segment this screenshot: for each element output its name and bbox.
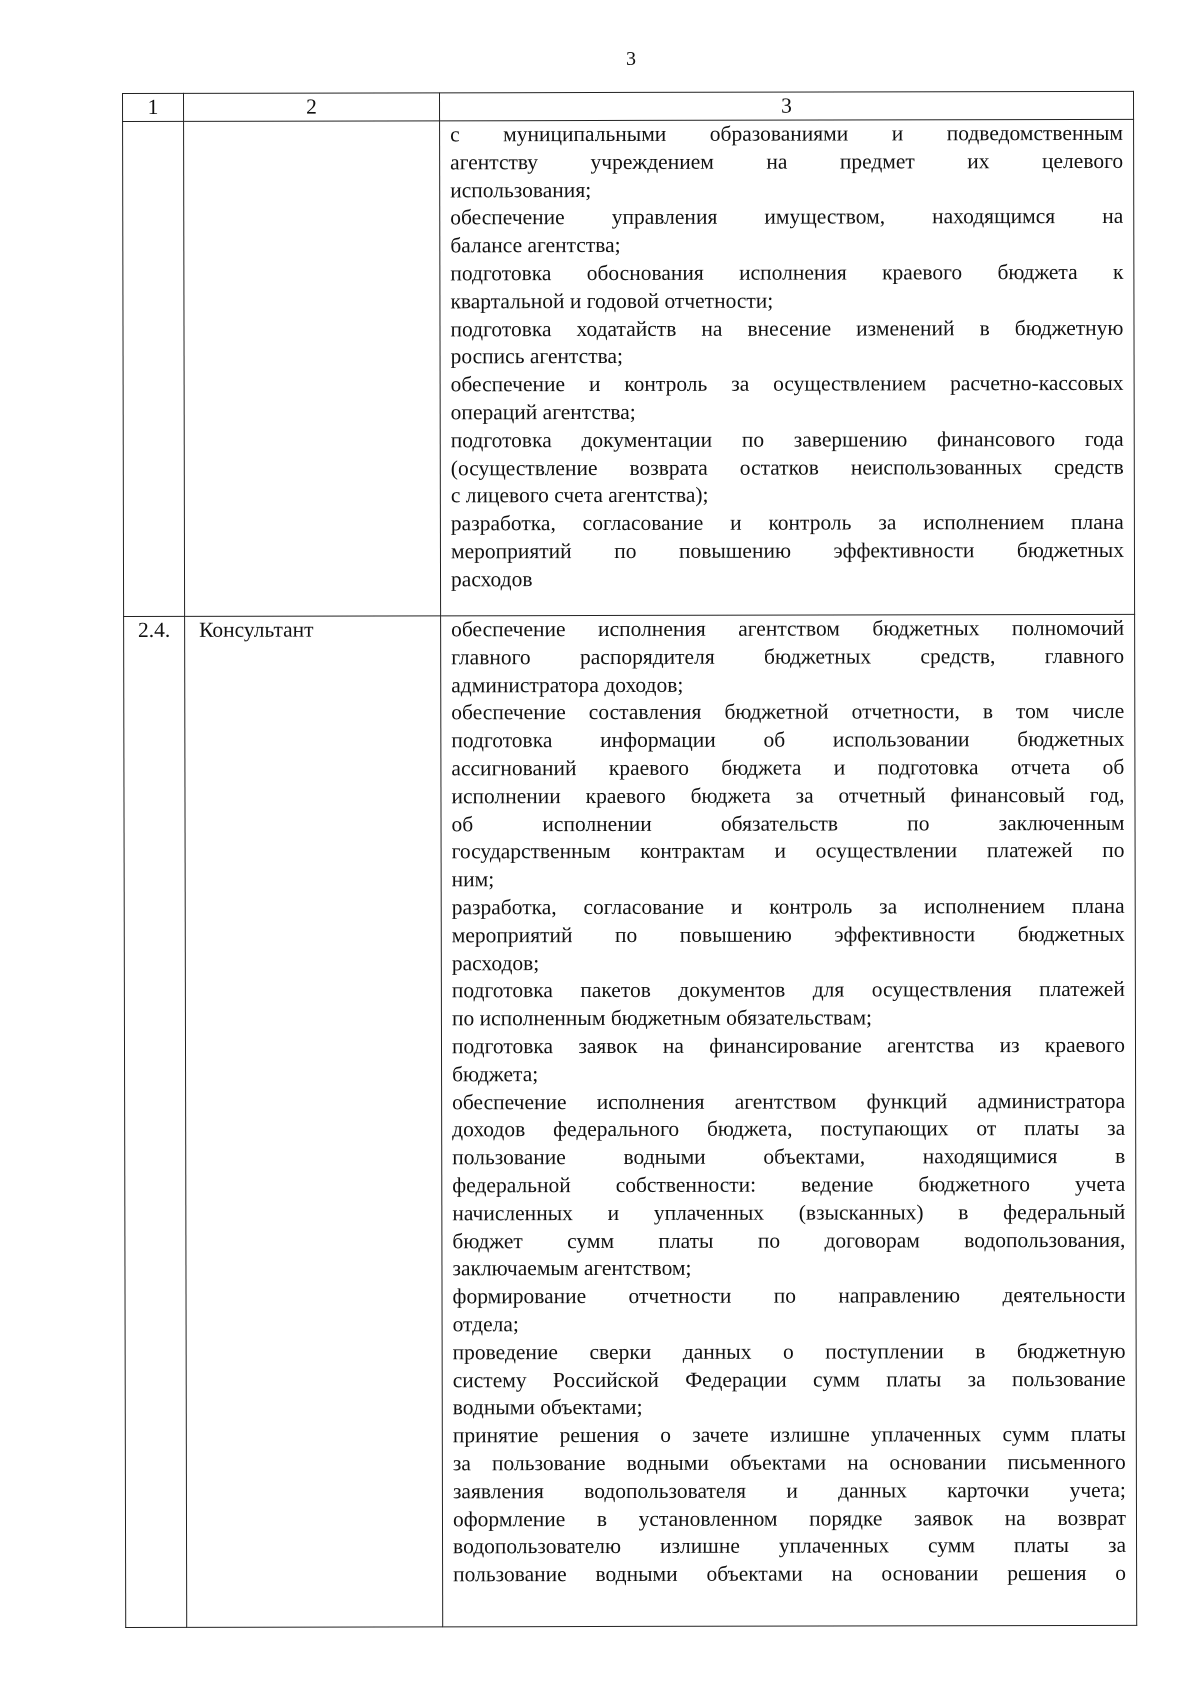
duty-line: балансе агентства;: [450, 233, 621, 258]
duty-line: заявления водопользователя и данных карточки учета;: [452, 1477, 1126, 1504]
row-number: 2.4.: [124, 616, 187, 1627]
duty-line: бюджет сумм платы по договорам водопользования,: [452, 1227, 1126, 1253]
duty-line: подготовка ходатайств на внесение изменений в бюджетную: [450, 315, 1124, 341]
duty-line: подготовка документации по завершению финансового года: [450, 426, 1124, 453]
duty-line: об исполнении обязательств по заключенным: [451, 810, 1125, 836]
duty-line: оформление в установленном порядке заявок на возврат: [452, 1505, 1126, 1531]
table-header-row: [123, 91, 1134, 121]
duty-line: мероприятий по повышению эффективности бюджетных: [450, 537, 1124, 564]
duty-line: подготовка информации об использовании бюджетных: [451, 727, 1125, 753]
duty-line: обеспечение исполнения агентством бюджетных полномочий: [451, 615, 1125, 642]
duty-line: использования;: [450, 177, 592, 202]
duty-line: расходов: [450, 566, 533, 592]
row-number: [123, 121, 185, 616]
row-position: [184, 121, 441, 617]
duty-line: водопользователю излишне уплаченных сумм платы за: [453, 1533, 1127, 1559]
duty-line: разработка, согласование и контроль за исполнением плана: [451, 893, 1125, 920]
table-row: [124, 614, 1137, 1627]
duty-line: проведение сверки данных о поступлении в бюджетную: [452, 1338, 1126, 1365]
duty-line: начисленных и уплаченных (взысканных) в федеральный: [452, 1199, 1126, 1226]
duty-line: обеспечение составления бюджетной отчетности, в том числе: [451, 699, 1125, 725]
duty-line: пользование водными объектами, находящимися в: [452, 1144, 1126, 1170]
duty-line: подготовка пакетов документов для осуществления платежей: [451, 977, 1125, 1003]
duty-line: по исполненным бюджетным обязательствам;: [451, 1005, 873, 1031]
duty-line: (осуществление возврата остатков неиспользованных средств: [450, 454, 1124, 480]
duty-line: федеральной собственности: ведение бюджетного учета: [452, 1171, 1126, 1198]
row-duties: [440, 119, 1135, 615]
duty-line: пользование водными объектами на основании решения о: [453, 1560, 1127, 1587]
duty-line: с муниципальными образованиями и подведомственным: [450, 120, 1124, 147]
duty-line: доходов федерального бюджета, поступающих от платы за: [452, 1116, 1126, 1142]
header-col-3: 3: [440, 91, 1134, 120]
duty-line: администратора доходов;: [451, 672, 684, 697]
row-position: Консультант: [185, 616, 443, 1628]
duty-line: ассигнований краевого бюджета и подготовка отчета об: [451, 754, 1125, 781]
duty-line: систему Российской Федерации сумм платы за пользование: [452, 1366, 1126, 1392]
header-col-2: 2: [184, 93, 440, 122]
duty-line: государственным контрактам и осуществлении платежей по: [451, 838, 1125, 864]
duties-table: [122, 91, 1137, 1628]
duty-line: бюджета;: [452, 1061, 539, 1087]
duty-line: за пользование водными объектами на основании письменного: [452, 1449, 1126, 1476]
duty-line: с лицевого счета агентства);: [450, 483, 709, 508]
duty-line: агентству учреждением на предмет их целевого: [450, 148, 1124, 175]
header-col-1: 1: [123, 93, 184, 121]
duty-line: обеспечение исполнения агентством функций администратора: [452, 1088, 1126, 1114]
duty-line: водными объектами;: [452, 1395, 643, 1420]
table-row: [123, 119, 1135, 616]
row-duties: [441, 614, 1137, 1626]
duty-line: принятие решения о зачете излишне уплаченных сумм платы: [452, 1422, 1126, 1448]
duty-line: квартальной и годовой отчетности;: [450, 288, 774, 314]
duty-line: отдела;: [452, 1312, 519, 1337]
duty-line: главного распорядителя бюджетных средств, главного: [451, 643, 1125, 670]
duty-line: разработка, согласование и контроль за исполнением плана: [450, 510, 1124, 536]
duty-line: расходов;: [451, 950, 540, 975]
duty-line: мероприятий по повышению эффективности бюджетных: [451, 921, 1125, 948]
duty-line: обеспечение управления имуществом, находящимся на: [450, 204, 1124, 230]
duty-line: операций агентства;: [450, 399, 636, 425]
duty-line: заключаемым агентством;: [452, 1256, 692, 1281]
duty-line: формирование отчетности по направлению деятельности: [452, 1283, 1126, 1309]
duty-line: обеспечение и контроль за осуществлением расчетно-кассовых: [450, 371, 1124, 397]
duty-line: исполнении краевого бюджета за отчетный финансовый год,: [451, 782, 1125, 809]
duty-line: подготовка обоснования исполнения краевого бюджета к: [450, 259, 1124, 286]
duty-line: ним;: [451, 867, 495, 892]
duty-line: роспись агентства;: [450, 344, 623, 369]
duty-line: подготовка заявок на финансирование агентства из краевого: [451, 1032, 1126, 1059]
page-number: 3: [626, 48, 636, 70]
